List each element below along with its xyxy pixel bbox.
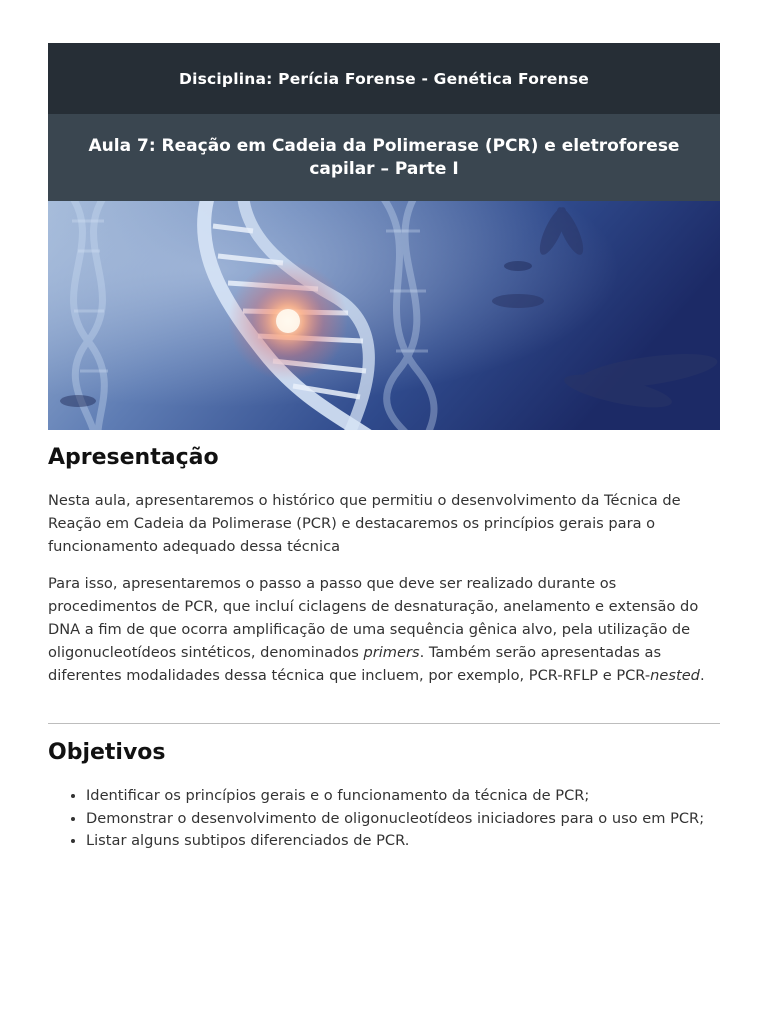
discipline-title: Disciplina: Perícia Forense - Genética Forense xyxy=(179,69,589,88)
primers-term: primers xyxy=(363,644,420,661)
objective-item: • Identificar os princípios gerais e o funcionamento da técnica de PCR; xyxy=(86,785,756,808)
objective-item: • Listar alguns subtipos diferenciados de PCR. xyxy=(86,830,756,853)
objetivos-heading: Objetivos xyxy=(48,740,166,765)
apresentacao-paragraph-1: Nesta aula, apresentaremos o histórico que permitiu o desenvolvimento da Técnica de Reação em Cadeia da Polimerase (PCR) e destacaremos os princípios gerais para o funcionamento adequado dessa técnica xyxy=(48,492,681,555)
discipline-banner xyxy=(48,43,720,114)
dna-hero-image xyxy=(48,201,720,430)
section-divider xyxy=(48,723,720,724)
apresentacao-heading: Apresentação xyxy=(48,445,219,470)
paragraph-2-text-b: . Também serão apresentadas as diferentes modalidades dessa técnica que incluem, por exemplo, PCR-RFLP e PCR- xyxy=(48,644,662,684)
objectives-list xyxy=(48,785,756,853)
lesson-title: Aula 7: Reação em Cadeia da Polimerase (PCR) e eletroforese capilar – Parte I xyxy=(88,135,680,179)
apresentacao-paragraph-2 xyxy=(48,572,728,687)
paragraph-2-text-c: . xyxy=(699,667,705,684)
nested-term: nested xyxy=(650,667,700,684)
paragraph-2-text-a: Para isso, apresentaremos o passo a passo que deve ser realizado durante os procedimentos de PCR, que incluí ciclagens de desnaturação, anelamento e extensão do DNA a fim de que ocorra amplificação de uma sequência gênica alvo, pela utilização de oligonucleotídeos sintéticos, denominados xyxy=(48,575,699,661)
objective-item: • Demonstrar o desenvolvimento de oligonucleotídeos iniciadores para o uso em PCR; xyxy=(86,808,756,831)
lesson-banner xyxy=(48,114,720,201)
